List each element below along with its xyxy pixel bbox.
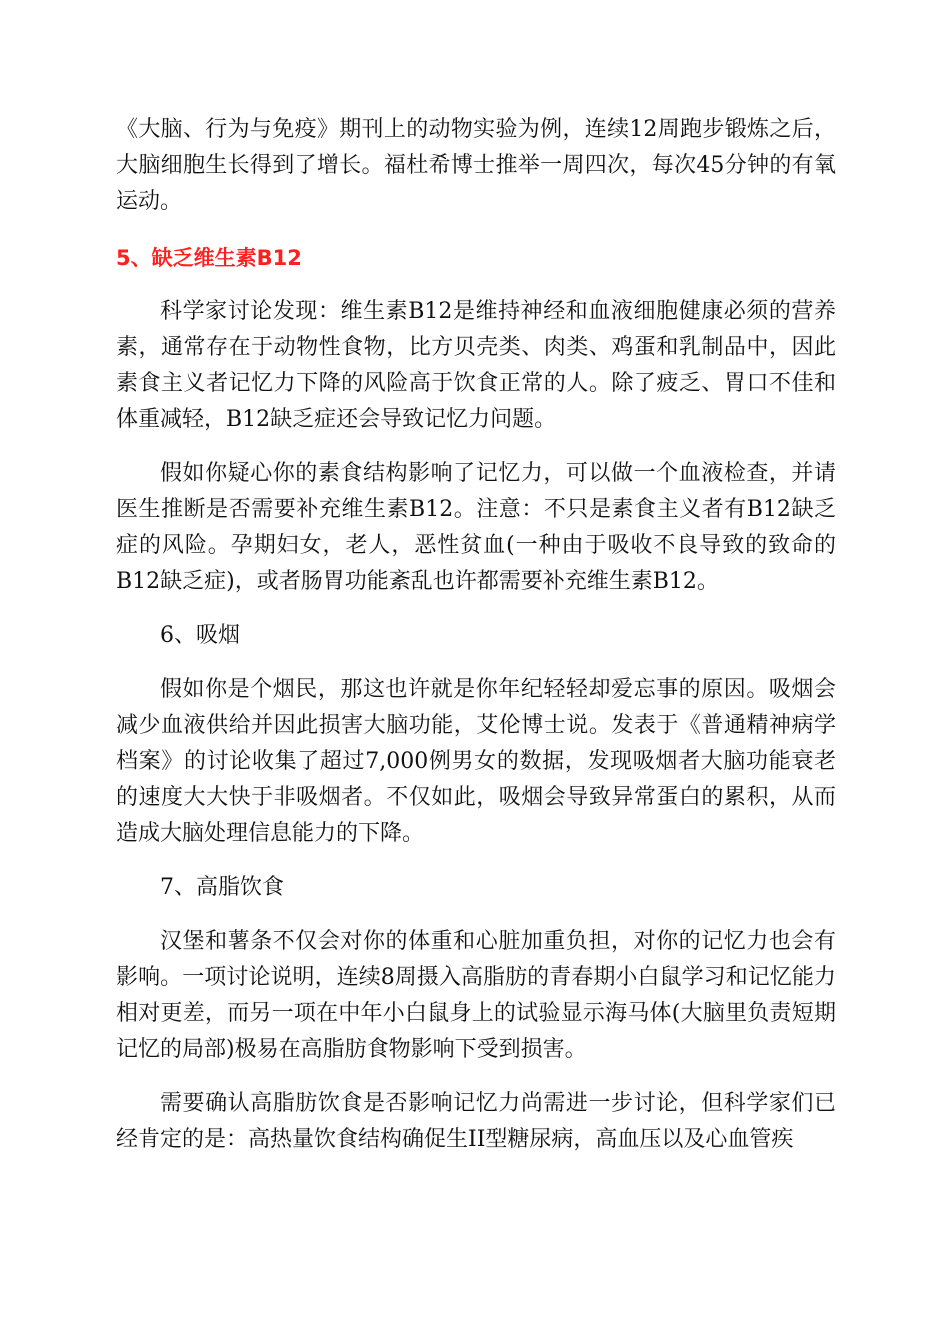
section-heading-smoking: 6、吸烟: [160, 623, 240, 648]
paragraph-b12-research: 科学家讨论发现：维生素B12是维持神经和血液细胞健康必须的营养素，通常存在于动物性食物，比方贝壳类、肉类、鸡蛋和乳制品中，因此素食主义者记忆力下降的风险高于饮食正常的人。除了疲乏、胃口不佳和体重减轻，B12缺乏症还会导致记忆力问题。: [116, 299, 836, 432]
section-heading-b12: 5、缺乏维生素B12: [116, 246, 302, 270]
paragraph-b12-advice: 假如你疑心你的素食结构影响了记忆力，可以做一个血液检查，并请医生推断是否需要补充维生素B12。注意：不只是素食主义者有B12缺乏症的风险。孕期妇女，老人，恶性贫血(一种由于吸收不良导致的致命的B12缺乏症)，或者肠胃功能紊乱也许都需要补充维生素B12。: [116, 461, 836, 594]
paragraph-exercise-study: 《大脑、行为与免疫》期刊上的动物实验为例，连续12周跑步锻炼之后，大脑细胞生长得到了增长。福杜希博士推举一周四次，每次45分钟的有氧运动。: [116, 117, 836, 214]
paragraph-smoking: 假如你是个烟民，那这也许就是你年纪轻轻却爱忘事的原因。吸烟会减少血液供给并因此损害大脑功能，艾伦博士说。发表于《普通精神病学档案》的讨论收集了超过7,000例男女的数据，发现吸烟者大脑功能衰老的速度大大快于非吸烟者。不仅如此，吸烟会导致异常蛋白的累积，从而造成大脑处理信息能力的下降。: [116, 677, 836, 846]
paragraph-high-fat-conclusion: 需要确认高脂肪饮食是否影响记忆力尚需进一步讨论，但科学家们已经肯定的是：高热量饮食结构确促生II型糖尿病，高血压以及心血管疾: [116, 1091, 836, 1152]
document-body: [116, 112, 836, 1158]
section-heading-high-fat-diet: 7、高脂饮食: [160, 875, 284, 900]
paragraph-high-fat-research: 汉堡和薯条不仅会对你的体重和心脏加重负担，对你的记忆力也会有影响。一项讨论说明，连续8周摄入高脂肪的青春期小白鼠学习和记忆能力相对更差，而另一项在中年小白鼠身上的试验显示海马体(大脑里负责短期记忆的局部)极易在高脂肪食物影响下受到损害。: [116, 929, 836, 1062]
